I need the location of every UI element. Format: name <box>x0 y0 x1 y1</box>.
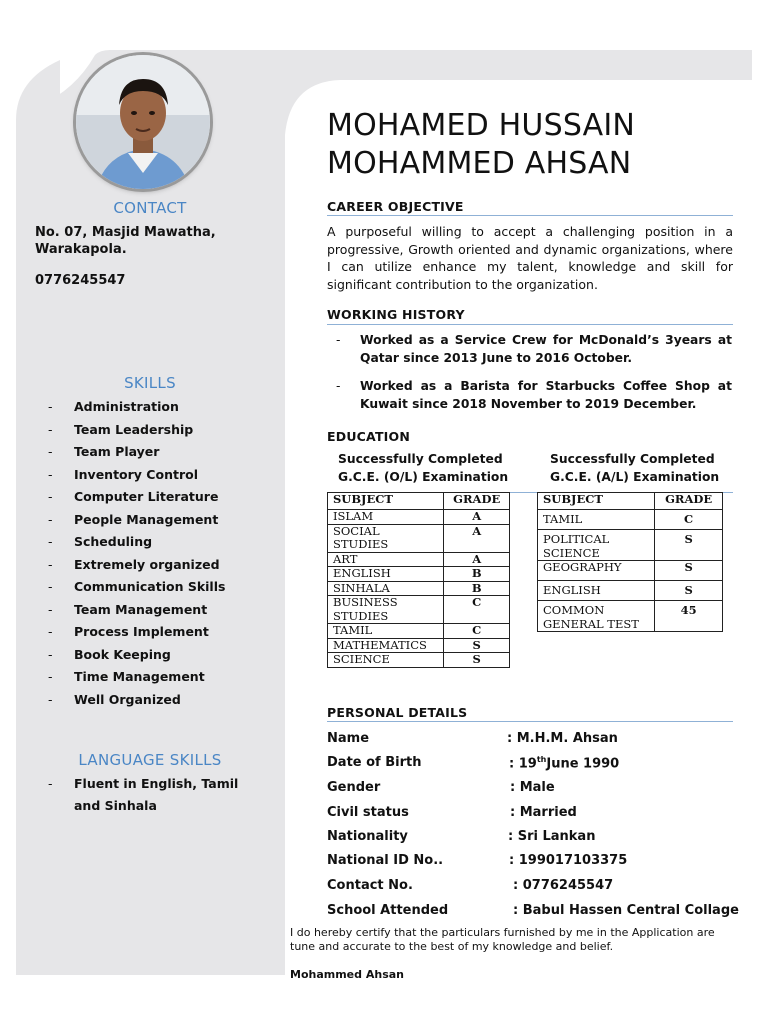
list-item: - Time Management <box>48 669 205 684</box>
table-row: TAMIL C <box>328 624 510 639</box>
table-row: SINHALA B <box>328 581 510 596</box>
list-item: - Scheduling <box>48 534 153 549</box>
language-list <box>48 773 248 817</box>
profile-photo <box>76 55 210 189</box>
list-item: - Team Player <box>48 444 160 459</box>
section-divider <box>327 324 733 325</box>
career-objective-title: CAREER OBJECTIVE <box>327 199 464 214</box>
skills-heading: SKILLS <box>124 374 176 392</box>
signature-name: Mohammed Ahsan <box>290 968 404 981</box>
list-item: - Worked as a Barista for Starbucks Coffee Shop at Kuwait since 2018 November to 2019 December. <box>336 379 732 411</box>
education-title: EDUCATION <box>327 429 411 444</box>
working-history-title: WORKING HISTORY <box>327 307 465 322</box>
table-row: BUSINESS STUDIES C <box>328 596 510 624</box>
table-header-row: SUBJECT GRADE <box>328 493 510 510</box>
certification-statement: I do hereby certify that the particulars furnished by me in the Application are tune and accurate to the best of my knowledge and belief. <box>290 926 715 953</box>
table-header-row: SUBJECT GRADE <box>538 493 723 510</box>
list-item: - Process Implement <box>48 624 209 639</box>
address-line-2: Warakapola. <box>35 242 127 257</box>
al-heading: Successfully Completed G.C.E. (A/L) Examination <box>550 452 720 484</box>
page-title <box>327 107 635 183</box>
section-divider <box>327 721 733 722</box>
table-row: TAMIL C <box>538 510 723 530</box>
list-item: - Book Keeping <box>48 646 171 662</box>
table-row: ISLAM A <box>328 510 510 525</box>
table-row: ART A <box>328 552 510 567</box>
list-item: - Administration <box>48 399 179 414</box>
table-row: POLITICAL SCIENCE S <box>538 530 723 561</box>
list-item: - Computer Literature <box>48 489 219 504</box>
table-row: GEOGRAPHY S <box>538 561 723 581</box>
list-item: - Well Organized <box>48 691 181 707</box>
table-row: SOCIAL STUDIES A <box>328 524 510 552</box>
list-item: - Extremely organized <box>48 556 220 572</box>
section-divider <box>327 215 733 216</box>
table-row: MATHEMATICS S <box>328 638 510 653</box>
list-item: - Inventory Control <box>48 466 198 482</box>
personal-details-title: PERSONAL DETAILS <box>327 705 468 720</box>
contact-address <box>35 224 245 258</box>
list-item: - Communication Skills <box>48 579 226 594</box>
list-item: - Team Leadership <box>48 421 194 437</box>
name-line-2: MOHAMMED AHSAN <box>327 146 632 181</box>
table-row: COMMON GENERAL TEST 45 <box>538 601 723 632</box>
table-row: ENGLISH S <box>538 581 723 601</box>
ol-heading: Successfully Completed G.C.E. (O/L) Examination <box>338 452 509 484</box>
skills-list <box>48 396 225 711</box>
list-item: - Team Management <box>48 601 208 617</box>
career-objective-text: A purposeful willing to accept a challenging position in a progressive, Growth oriented and dynamic organizations, where I can utilize enhance my talent, knowledge and skill for significant contribution to the organization. <box>327 224 733 292</box>
name-line-1: MOHAMED HUSSAIN <box>327 108 636 143</box>
language-heading: LANGUAGE SKILLS <box>78 751 222 769</box>
al-results-table <box>537 492 723 632</box>
table-row: ENGLISH B <box>328 567 510 582</box>
ol-results-table <box>327 492 510 668</box>
contact-phone: 0776245547 <box>35 273 126 288</box>
table-row: SCIENCE S <box>328 653 510 668</box>
list-item: - Worked as a Service Crew for McDonald’s 3years at Qatar since 2013 June to 2016 October. <box>336 333 732 365</box>
contact-heading: CONTACT <box>113 199 187 217</box>
list-item: - People Management <box>48 511 219 527</box>
list-item: - Fluent in English, Tamil and Sinhala <box>48 776 239 813</box>
address-line-1: No. 07, Masjid Mawatha, <box>35 225 216 240</box>
